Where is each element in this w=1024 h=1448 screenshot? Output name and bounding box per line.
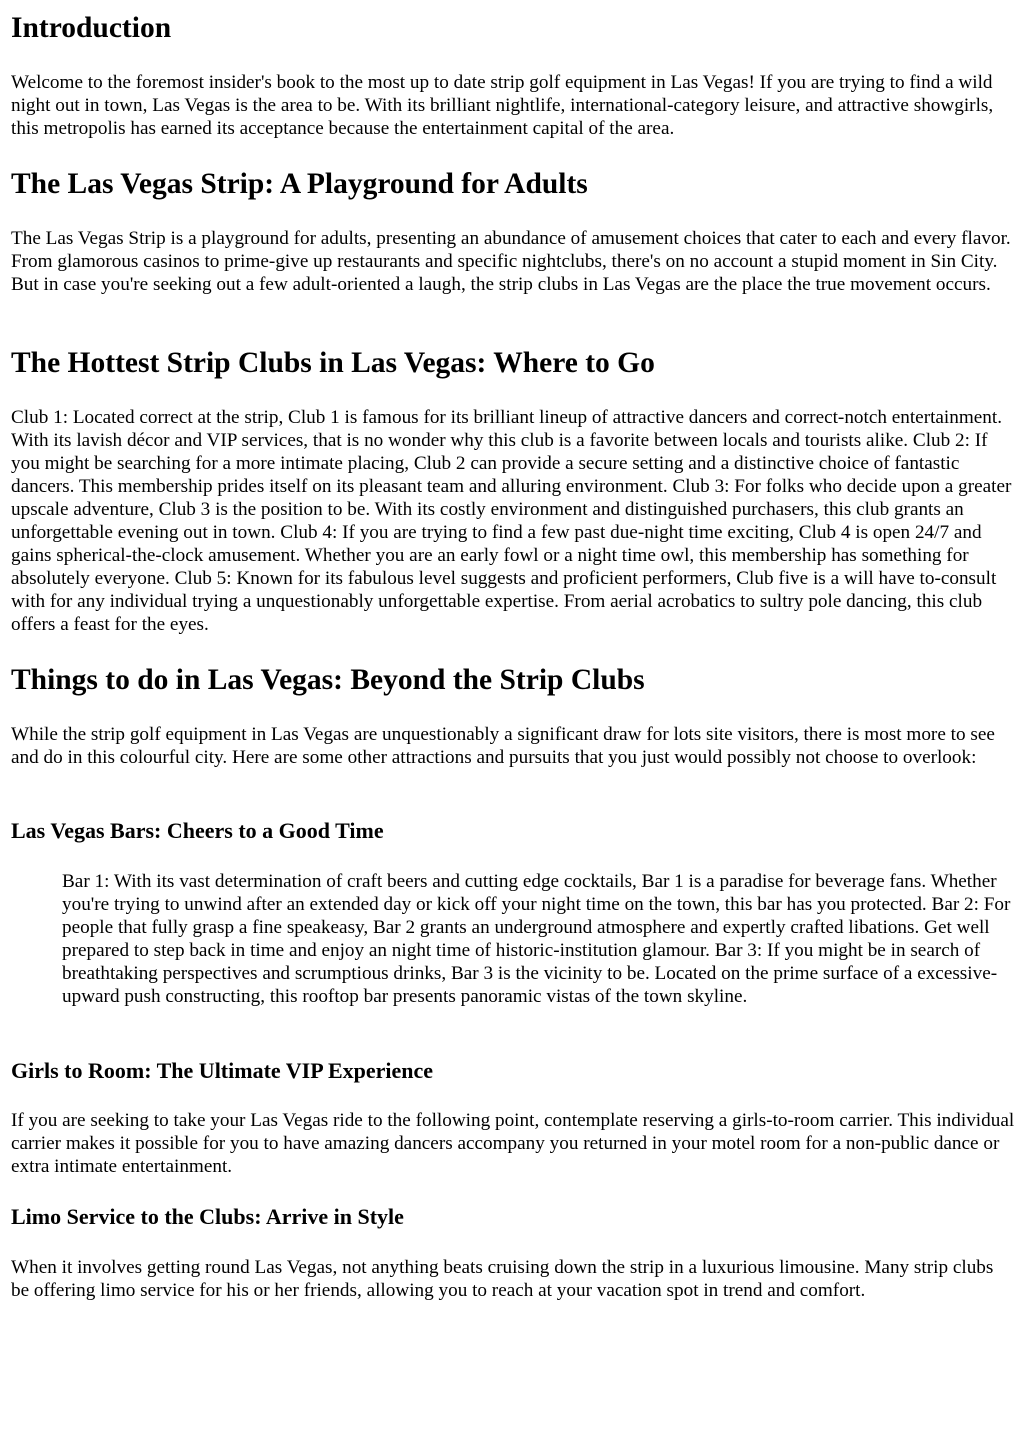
section-paragraph-hottest-strip-clubs: Club 1: Located correct at the strip, Club 1 is famous for its brilliant lineup of attractive dancers and correct-notch entertainment. With its lavish décor and VIP services, that is no wonder why this club is a favorite between locals and tourists alike. Club 2: If you might be searching for a more intimate placing, Club 2 can provide a secure setting and a distinctive choice of fantastic dancers. This membership prides itself on its pleasant team and alluring environment. Club 3: For folks who decide upon a greater upscale adventure, Club 3 is the position to be. With its costly environment and distinguished purchasers, this club grants an unforgettable evening out in town. Club 4: If you are trying to find a few past due-night time exciting, Club 4 is open 24/7 and gains spherical-the-clock amusement. Whether you are an early fowl or a night time owl, this membership has something for absolutely everyone. Club 5: Known for its fabulous level suggests and proficient performers, Club five is a will have to-consult with for any individual trying a unquestionably unforgettable expertise. From aerial acrobatics to sultry pole dancing, this club offers a feast for the eyes. <box>11 407 1012 635</box>
section-paragraph-las-vegas-strip: The Las Vegas Strip is a playground for adults, presenting an abundance of amusement choices that cater to each and every flavor. From glamorous casinos to prime-give up restaurants and specific nightclubs, there's on no account a stupid moment in Sin City. But in case you're seeking out a few adult-oriented a laugh, the strip clubs in Las Vegas are the place the true movement occurs. <box>11 228 1011 295</box>
section-heading-introduction: Introduction <box>11 12 172 44</box>
section-heading-hottest-strip-clubs: The Hottest Strip Clubs in Las Vegas: Where to Go <box>11 347 655 379</box>
blockquote-bars: Bar 1: With its vast determination of craft beers and cutting edge cocktails, Bar 1 is a paradise for beverage fans. Whether you're trying to unwind after an extended day or kick off your night time on the town, this bar has you protected. Bar 2: For people that fully grasp a fine speakeasy, Bar 2 grants an underground atmosphere and expertly crafted libations. Get well prepared to step back in time and enjoy an night time of historic-institution glamour. Bar 3: If you might be in search of breathtaking perspectives and scrumptious drinks, Bar 3 is the vicinity to be. Located on the prime surface of a excessive-upward push constructing, this rooftop bar presents panoramic vistas of the town skyline. <box>62 871 1011 1007</box>
subsection-heading-girls-to-room: Girls to Room: The Ultimate VIP Experience <box>11 1058 434 1083</box>
subsection-paragraph-limo-service: When it involves getting round Las Vegas, not anything beats cruising down the strip in a luxurious limousine. Many strip clubs be offering limo service for his or her friends, allowing you to reach at your vacation spot in trend and comfort. <box>11 1257 994 1301</box>
subsection-heading-limo-service: Limo Service to the Clubs: Arrive in Style <box>11 1204 404 1229</box>
subsection-heading-bars: Las Vegas Bars: Cheers to a Good Time <box>11 818 384 843</box>
section-paragraph-introduction: Welcome to the foremost insider's book to the most up to date strip golf equipment in Las Vegas! If you are trying to find a wild night out in town, Las Vegas is the area to be. With its brilliant nightlife, international-category leisure, and attractive showgirls, this metropolis has earned its acceptance because the entertainment capital of the area. <box>11 72 994 139</box>
section-paragraph-things-to-do: While the strip golf equipment in Las Vegas are unquestionably a significant draw for lots site visitors, there is most more to see and do in this colourful city. Here are some other attractions and pursuits that you just would possibly not choose to overlook: <box>11 724 995 768</box>
section-heading-things-to-do: Things to do in Las Vegas: Beyond the Strip Clubs <box>11 664 645 696</box>
section-heading-las-vegas-strip: The Las Vegas Strip: A Playground for Adults <box>11 168 588 200</box>
subsection-paragraph-girls-to-room: If you are seeking to take your Las Vegas ride to the following point, contemplate reserving a girls-to-room carrier. This individual carrier makes it possible for you to have amazing dancers accompany you returned in your motel room for a non-public dance or extra intimate entertainment. <box>11 1110 1015 1177</box>
